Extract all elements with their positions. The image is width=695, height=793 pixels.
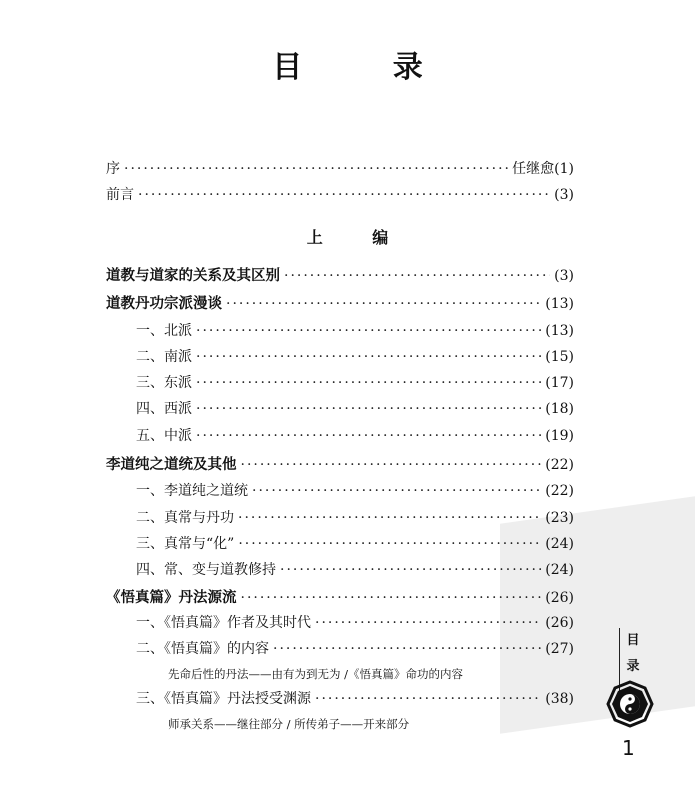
toc-page: 任继愈(1) xyxy=(512,161,574,177)
toc-page: (22) xyxy=(545,483,574,499)
toc-row[interactable] xyxy=(106,586,574,608)
toc-page: (15) xyxy=(545,349,574,365)
toc-row[interactable] xyxy=(136,372,574,394)
toc-label: 一、《悟真篇》作者及其时代 xyxy=(136,615,311,631)
toc-label: 五、中派 xyxy=(136,428,192,444)
toc-row[interactable] xyxy=(136,425,574,447)
toc-leader-dots xyxy=(196,401,541,417)
toc-subnote: 师承关系——继往部分 / 所传弟子——开来部分 xyxy=(168,717,410,731)
toc-page: (17) xyxy=(545,375,574,391)
toc-leader-dots xyxy=(196,375,541,391)
toc-page: (24) xyxy=(545,562,574,578)
bagua-icon xyxy=(606,680,654,728)
toc-leader-dots xyxy=(238,510,541,526)
page-number: 1 xyxy=(622,736,635,760)
toc-label: 二、真常与丹功 xyxy=(136,510,234,526)
toc-leader-dots xyxy=(315,615,541,631)
toc-row[interactable] xyxy=(136,507,574,529)
toc-label: 四、西派 xyxy=(136,401,192,417)
toc-row[interactable] xyxy=(136,688,574,710)
toc-page: (18) xyxy=(545,401,574,417)
toc-label: 二、《悟真篇》的内容 xyxy=(136,641,269,657)
toc-leader-dots xyxy=(284,268,550,284)
toc-label: 一、李道纯之道统 xyxy=(136,483,248,499)
toc-row[interactable] xyxy=(136,638,574,660)
toc-label: 一、北派 xyxy=(136,323,192,339)
toc-page: (3) xyxy=(554,268,574,284)
toc-label: 道教与道家的关系及其区别 xyxy=(106,267,280,284)
toc-page: (3) xyxy=(554,187,574,203)
toc-label: 李道纯之道统及其他 xyxy=(106,456,237,473)
toc-label: 道教丹功宗派漫谈 xyxy=(106,295,222,312)
toc-page: (22) xyxy=(545,457,574,473)
toc-row[interactable] xyxy=(106,453,574,475)
toc-page: (27) xyxy=(545,641,574,657)
toc-row[interactable] xyxy=(136,559,574,581)
toc-row[interactable] xyxy=(136,398,574,420)
toc-row-foreword[interactable] xyxy=(106,184,574,206)
toc-row[interactable] xyxy=(136,612,574,634)
toc-label: 序 xyxy=(106,161,120,177)
toc-leader-dots xyxy=(124,161,508,177)
toc-label: 前言 xyxy=(106,187,134,203)
toc-leader-dots xyxy=(252,483,541,499)
toc-page: (13) xyxy=(545,323,574,339)
toc-leader-dots xyxy=(196,349,541,365)
side-tab-char: 目 xyxy=(626,633,640,648)
toc-label: 三、真常与“化” xyxy=(136,536,235,552)
toc-page: (13) xyxy=(545,296,574,312)
toc-leader-dots xyxy=(226,296,541,312)
toc-page: (38) xyxy=(545,691,574,707)
side-tab-label xyxy=(625,628,641,680)
toc-leader-dots xyxy=(273,641,541,657)
toc-leader-dots xyxy=(241,590,542,606)
toc-label: 三、《悟真篇》丹法授受渊源 xyxy=(136,691,311,707)
toc-label: 三、东派 xyxy=(136,375,192,391)
toc-leader-dots xyxy=(238,536,541,552)
toc-row[interactable] xyxy=(136,346,574,368)
toc-leader-dots xyxy=(280,562,541,578)
toc-page: (26) xyxy=(545,590,574,606)
toc-label: 《悟真篇》丹法源流 xyxy=(106,589,237,606)
toc-page: (26) xyxy=(545,615,574,631)
toc-leader-dots xyxy=(196,428,541,444)
toc-row[interactable] xyxy=(136,320,574,342)
toc-leader-dots xyxy=(196,323,541,339)
toc-label: 四、常、变与道教修持 xyxy=(136,562,276,578)
page-title: 目 录 xyxy=(272,50,463,85)
toc-row-preface[interactable] xyxy=(106,158,574,180)
toc-row[interactable] xyxy=(106,264,574,286)
toc-page: (23) xyxy=(545,510,574,526)
toc-subnote: 先命后性的丹法——由有为到无为 /《悟真篇》命功的内容 xyxy=(168,667,464,681)
toc-row[interactable] xyxy=(106,292,574,314)
toc-row[interactable] xyxy=(136,480,574,502)
toc-row[interactable] xyxy=(136,533,574,555)
toc-label: 二、南派 xyxy=(136,349,192,365)
toc-leader-dots xyxy=(315,691,541,707)
section-header: 上 编 xyxy=(306,228,411,247)
side-tab-char: 录 xyxy=(626,659,640,674)
toc-page: (24) xyxy=(545,536,574,552)
toc-page: (19) xyxy=(545,428,574,444)
toc-leader-dots xyxy=(138,187,550,203)
toc-leader-dots xyxy=(241,457,542,473)
